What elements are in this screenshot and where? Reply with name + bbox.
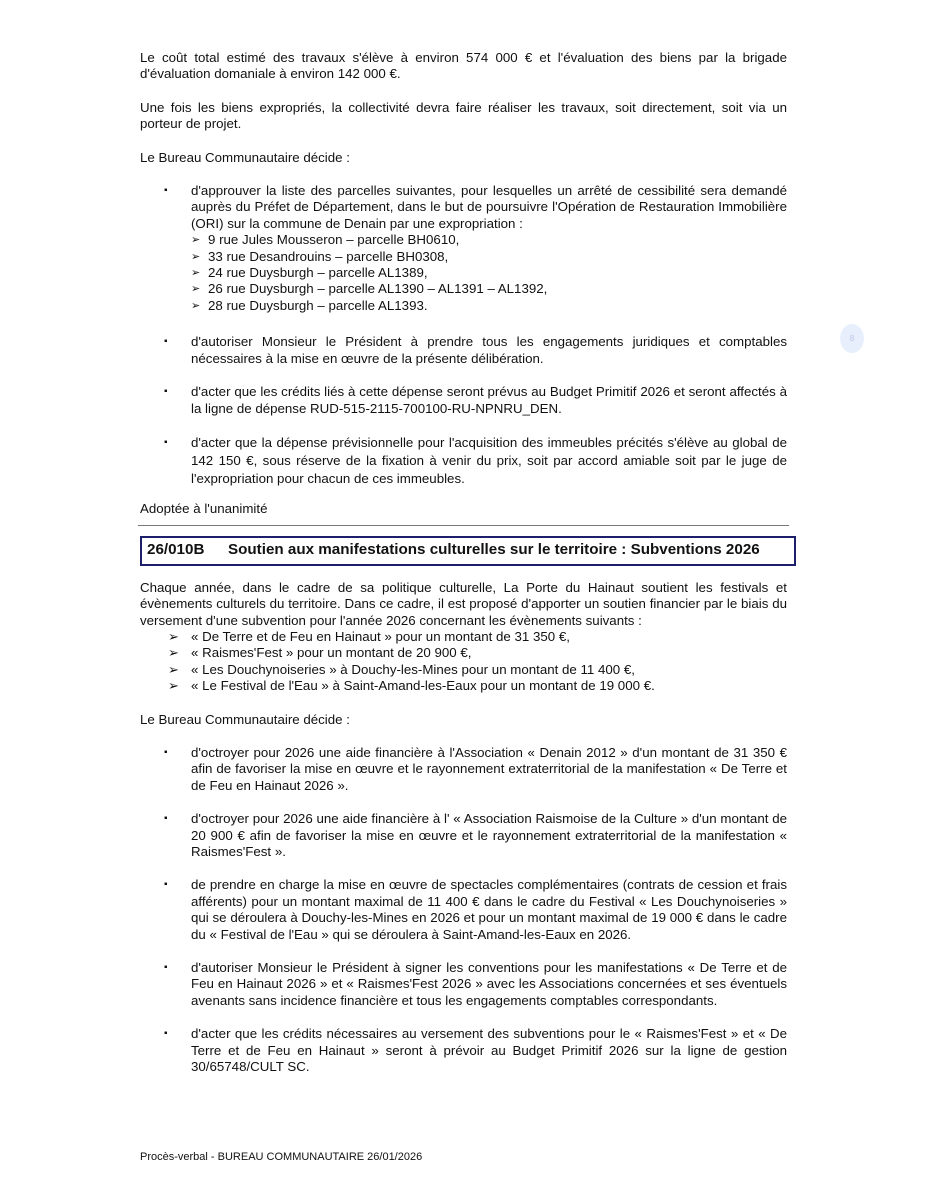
event-item: ➢ « Raismes'Fest » pour un montant de 20 900 €, (168, 645, 472, 661)
arrow-bullet-icon: ➢ (168, 678, 179, 694)
event-list (140, 629, 787, 695)
parcel-list (140, 232, 787, 314)
decision-bullet: ▪ d'octroyer pour 2026 une aide financière à l'Association « Denain 2012 » d'un montant de 31 350 € afin de favoriser la mise en œuvre et le rayonnement extraterritorial de la manifestation « De Terre et de Feu en Hainaut 2026 ». (164, 744, 787, 793)
arrow-bullet-icon: ➢ (191, 299, 201, 312)
square-bullet-icon: ▪ (164, 879, 168, 891)
square-bullet-icon: ▪ (164, 386, 168, 398)
square-bullet-icon: ▪ (164, 185, 168, 197)
arrow-bullet-icon: ➢ (168, 645, 179, 661)
square-bullet-icon: ▪ (164, 962, 168, 974)
decision-bullet: ▪ de prendre en charge la mise en œuvre de spectacles complémentaires (contrats de cession et frais afférents) pour un montant maximal de 11 400 € dans le cadre du Festival « Les Douchynoiseries » qui se déroulera à Douchy-les-Mines en 2026 et pour un montant maximal de 19 000 € dans le cadre du « Festival de l'Eau » qui se déroulera à Saint-Amand-les-Eaux en 2026. (164, 877, 787, 942)
square-bullet-icon: ▪ (164, 1028, 168, 1040)
document-page (140, 50, 787, 1075)
square-bullet-icon: ▪ (164, 746, 168, 758)
decision-heading: Le Bureau Communautaire décide : (140, 711, 350, 727)
arrow-bullet-icon: ➢ (191, 234, 201, 247)
decision-bullet: ▪ d'approuver la liste des parcelles suivantes, pour lesquelles un arrêté de cessibilité sera demandé auprès du Préfet de Département, dans le but de poursuivre l'Opération de Restauration Immobilière (ORI) sur la commune de Denain par une expropriation : (164, 183, 787, 231)
arrow-bullet-icon: ➢ (191, 250, 201, 263)
decision-bullet: ▪ d'autoriser Monsieur le Président à signer les conventions pour les manifestations « De Terre et de Feu en Hainaut 2026 » et « Raismes'Fest 2026 » avec les Associations concernées et ses éventuels avenants sans incidence financière et tous les engagements comptables correspondants. (164, 960, 787, 1008)
section-divider (138, 525, 789, 526)
arrow-bullet-icon: ➢ (168, 661, 179, 677)
arrow-bullet-icon: ➢ (191, 267, 201, 280)
page-number-badge[interactable]: 8 (840, 324, 864, 353)
arrow-bullet-icon: ➢ (191, 283, 201, 296)
decision-bullet: ▪ d'acter que les crédits liés à cette dépense seront prévus au Budget Primitif 2026 et seront affectés à la ligne de dépense RUD-515-2115-700100-RU-NPNRU_DEN. (164, 384, 787, 416)
decision-bullet: ▪ d'octroyer pour 2026 une aide financière à l' « Association Raismoise de la Culture » d'un montant de 20 900 € afin de favoriser la mise en œuvre et le rayonnement extraterritorial de la manifestation « Raismes'Fest ». (164, 811, 787, 859)
event-item: ➢ « De Terre et de Feu en Hainaut » pour un montant de 31 350 €, (168, 628, 570, 644)
decision-bullet: ▪ d'acter que la dépense prévisionnelle pour l'acquisition des immeubles précités s'élève au global de 142 150 €, sous réserve de la fixation à venir du prix, soit par accord amiable soit par le juge de l'expropriation pour chacun de ces immeubles. (164, 434, 787, 486)
decision-bullet: ▪ d'autoriser Monsieur le Président à prendre tous les engagements juridiques et comptables nécessaires à la mise en œuvre de la présente délibération. (164, 334, 787, 366)
event-item: ➢ « Le Festival de l'Eau » à Saint-Amand-les-Eaux pour un montant de 19 000 €. (168, 678, 655, 694)
section-title-box (140, 536, 796, 565)
event-item: ➢ « Les Douchynoiseries » à Douchy-les-Mines pour un montant de 11 400 €, (168, 661, 635, 677)
section-number: 26/010B (147, 541, 205, 559)
arrow-bullet-icon: ➢ (168, 628, 179, 644)
parcel-item: ➢ 26 rue Duysburgh – parcelle AL1390 – AL1391 – AL1392, (191, 281, 548, 297)
parcel-item: ➢ 9 rue Jules Mousseron – parcelle BH0610, (191, 232, 460, 248)
square-bullet-icon: ▪ (164, 813, 168, 825)
parcel-item: ➢ 33 rue Desandrouins – parcelle BH0308, (191, 248, 449, 264)
section-title: Soutien aux manifestations culturelles sur le territoire : Subventions 2026 (228, 541, 760, 559)
page-footer: Procès-verbal - BUREAU COMMUNAUTAIRE 26/01/2026 (140, 1151, 423, 1163)
vote-result: Adoptée à l'unanimité (140, 500, 268, 516)
section-intro: Chaque année, dans le cadre de sa politique culturelle, La Porte du Hainaut soutient les festivals et évènements culturels du territoire. Dans ce cadre, il est proposé d'apporter un soutien financier par le biais du versement d'une subvention pour l'année 2026 concernant les évènements suivants : (140, 579, 787, 628)
intro-paragraph-cost: Le coût total estimé des travaux s'élève à environ 574 000 € et l'évaluation des biens par la brigade d'évaluation domaniale à environ 142 000 €. (140, 50, 787, 82)
decision-heading: Le Bureau Communautaire décide : (140, 149, 350, 165)
decision-bullet: ▪ d'acter que les crédits nécessaires au versement des subventions pour le « Raismes'Fest » et « De Terre et de Feu en Hainaut » seront à prévoir au Budget Primitif 2026 sur la ligne de gestion 30/65748/CULT SC. (164, 1026, 787, 1075)
square-bullet-icon: ▪ (164, 436, 168, 448)
parcel-item: ➢ 24 rue Duysburgh – parcelle AL1389, (191, 265, 428, 281)
square-bullet-icon: ▪ (164, 336, 168, 348)
parcel-item: ➢ 28 rue Duysburgh – parcelle AL1393. (191, 297, 428, 313)
intro-paragraph-works: Une fois les biens expropriés, la collectivité devra faire réaliser les travaux, soit directement, soit via un porteur de projet. (140, 99, 787, 132)
